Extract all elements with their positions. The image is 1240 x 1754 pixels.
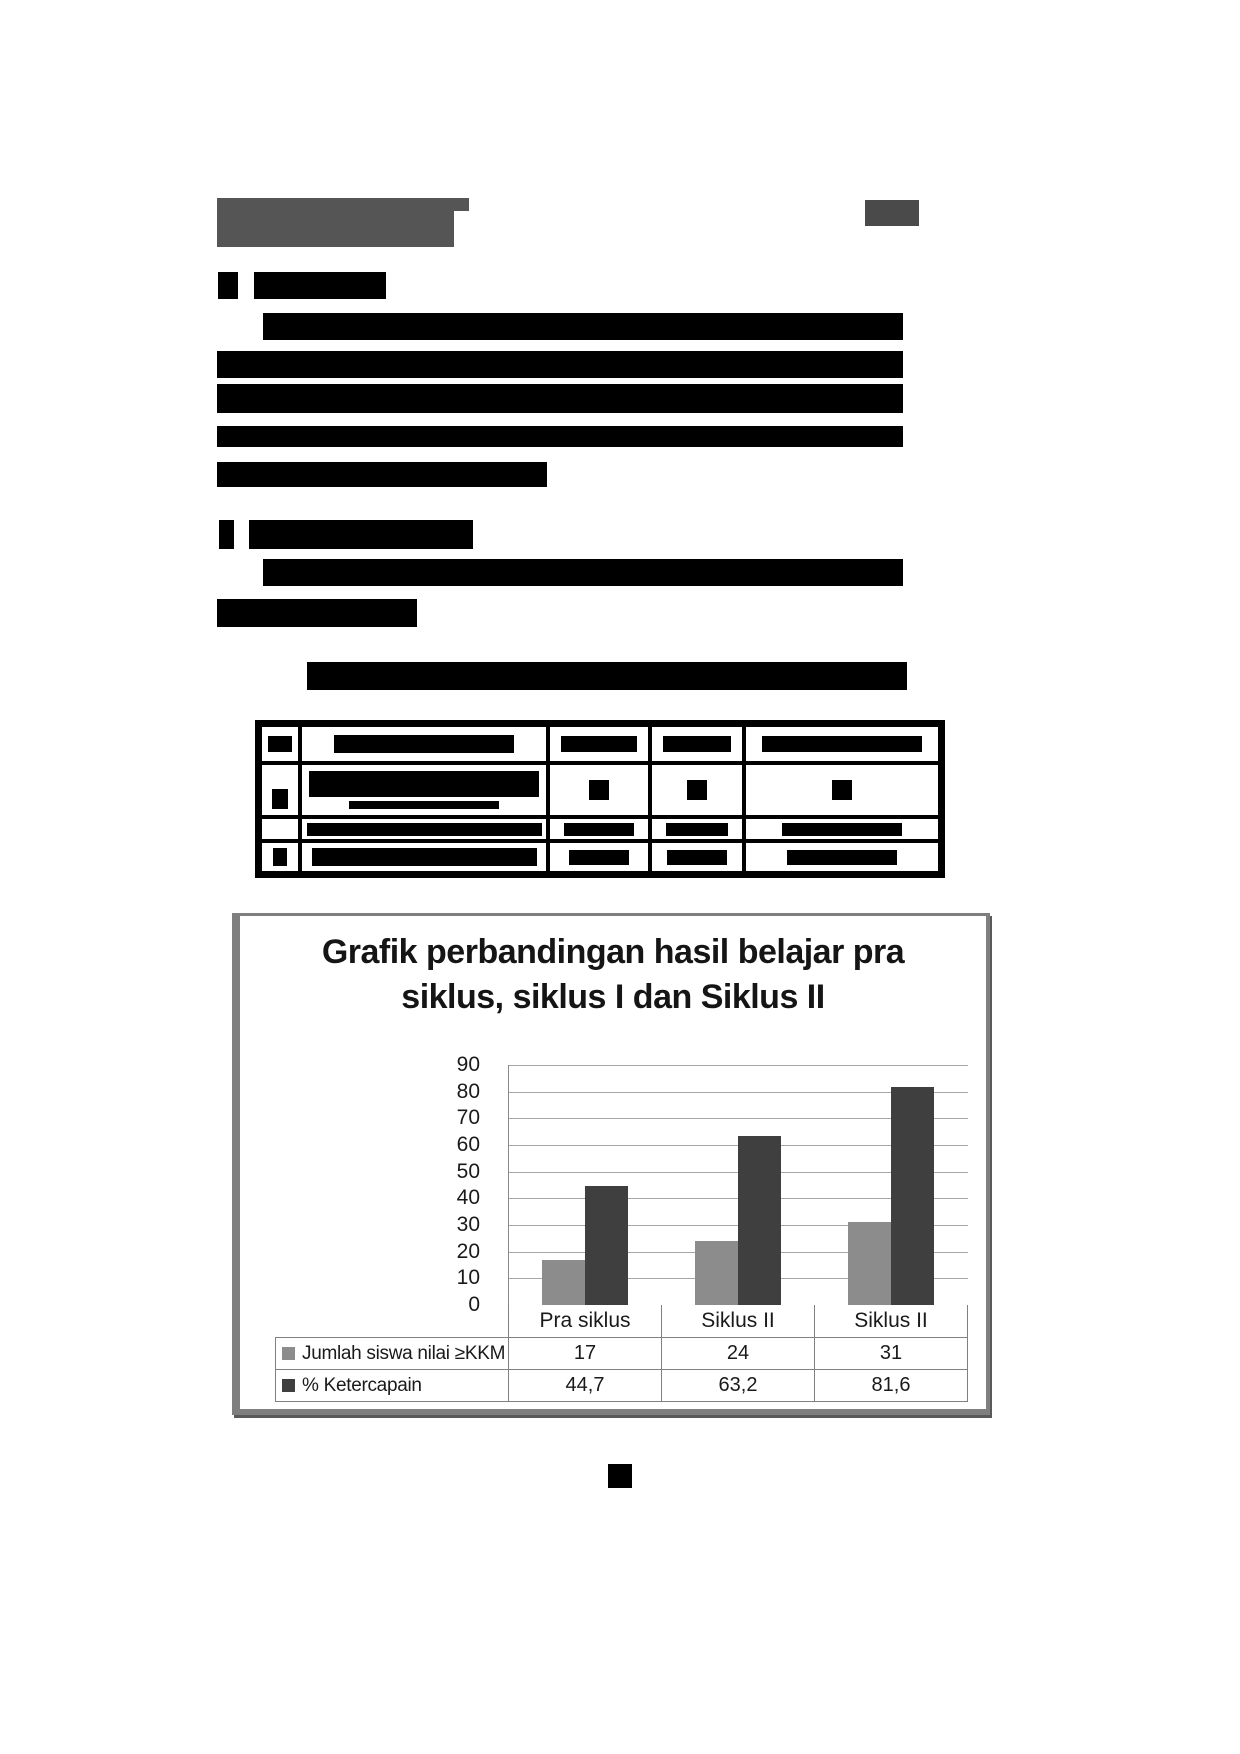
- legend-swatch-series2: [282, 1379, 295, 1392]
- table-cell-redacted: [262, 819, 298, 839]
- category-row: [276, 1305, 968, 1338]
- chart-data-table-body: [276, 1305, 968, 1402]
- value-series2-group1: 44,7: [509, 1370, 662, 1402]
- redacted-content: [569, 850, 629, 865]
- redacted-content: [273, 848, 287, 866]
- redacted-content: [564, 823, 634, 836]
- bar-series2-group3: [891, 1087, 934, 1305]
- table-cell-redacted: [550, 843, 648, 871]
- bar-series1-group3: [848, 1222, 891, 1305]
- legend-item-series1: Jumlah siswa nilai ≥KKM: [276, 1338, 509, 1370]
- chart-title-line1: Grafik perbandingan hasil belajar pra: [321, 933, 905, 971]
- table-cell-redacted: [746, 819, 938, 839]
- value-series2-group2: 63,2: [662, 1370, 815, 1402]
- y-tick-label-40: 40: [456, 1186, 480, 1209]
- chart-title: [240, 930, 986, 1020]
- redacted-content: [667, 850, 727, 865]
- series-row-1: [276, 1338, 968, 1370]
- bar-series1-group2: [695, 1241, 738, 1305]
- legend-swatch-series1: [282, 1347, 295, 1360]
- redacted-content: [589, 780, 609, 800]
- redacted-content: [349, 801, 499, 809]
- redacted-content: [666, 823, 728, 836]
- redacted-heading2-marker: [219, 520, 234, 549]
- category-label-2: Siklus II: [662, 1305, 815, 1338]
- y-tick-label-50: 50: [456, 1160, 480, 1183]
- redacted-content: [268, 736, 292, 752]
- table-cell-redacted: [262, 765, 298, 815]
- value-series1-group2: 24: [662, 1338, 815, 1370]
- redacted-content: [663, 736, 731, 752]
- category-label-3: Siklus II: [815, 1305, 968, 1338]
- chart-data-table: [275, 1305, 968, 1402]
- y-tick-label-10: 10: [456, 1266, 480, 1289]
- chart: [232, 913, 990, 1415]
- y-tick-label-90: 90: [456, 1053, 480, 1076]
- redacted-content: [787, 850, 897, 865]
- table-cell-redacted: [652, 819, 742, 839]
- table-cell-redacted: [746, 765, 938, 815]
- value-series2-group3: 81,6: [815, 1370, 968, 1402]
- bar-series2-group2: [738, 1136, 781, 1305]
- value-series1-group1: 17: [509, 1338, 662, 1370]
- gridline-90: [509, 1065, 968, 1066]
- redacted-paragraph2-line2: [217, 599, 417, 627]
- table-cell-redacted: [652, 727, 742, 761]
- redacted-paragraph2-line1: [263, 559, 903, 586]
- table-cell-redacted: [302, 727, 546, 761]
- redacted-content: [334, 735, 514, 753]
- redacted-content: [312, 848, 537, 866]
- redacted-paragraph1-line5: [217, 462, 547, 487]
- redacted-content: [762, 736, 922, 752]
- redacted-content: [687, 780, 707, 800]
- y-tick-label-70: 70: [456, 1106, 480, 1129]
- redacted-paragraph1-line4: [217, 426, 903, 447]
- table-cell-redacted: [746, 727, 938, 761]
- redacted-content: [307, 823, 542, 836]
- table-cell-redacted: [302, 843, 546, 871]
- redacted-heading1-marker: [218, 272, 238, 299]
- y-tick-label-20: 20: [456, 1240, 480, 1263]
- redacted-paragraph1-line1: [263, 313, 903, 340]
- table-cell-redacted: [262, 843, 298, 871]
- redacted-content: [561, 736, 637, 752]
- table-cell-redacted: [302, 765, 546, 815]
- redacted-heading1-text: [254, 272, 386, 299]
- chart-title-line2: siklus, siklus I dan Siklus II: [401, 977, 825, 1016]
- table-cell-redacted: [262, 727, 298, 761]
- redacted-table-caption: [307, 662, 907, 690]
- redacted-paragraph1-line3: [217, 384, 903, 413]
- table-cell-redacted: [550, 765, 648, 815]
- y-tick-label-30: 30: [456, 1213, 480, 1236]
- redacted-header-page-number: [865, 200, 919, 226]
- redacted-header-line-1: [217, 198, 469, 211]
- redacted-data-table: [255, 720, 945, 878]
- redacted-header-line-2: [217, 211, 454, 247]
- plot-area: [508, 1065, 968, 1307]
- redacted-content: [782, 823, 902, 836]
- table-cell-redacted: [302, 819, 546, 839]
- table-cell-redacted: [550, 727, 648, 761]
- bar-series1-group1: [542, 1260, 585, 1305]
- table-cell-redacted: [746, 843, 938, 871]
- redacted-content: [832, 780, 852, 800]
- legend-placeholder-cell: [276, 1305, 509, 1338]
- redacted-paragraph1-line2: [217, 351, 903, 378]
- table-cell-redacted: [652, 765, 742, 815]
- y-tick-label-0: 0: [468, 1293, 480, 1316]
- y-tick-label-80: 80: [456, 1080, 480, 1103]
- table-cell-redacted: [652, 843, 742, 871]
- redacted-content: [272, 789, 288, 809]
- series-row-2: [276, 1370, 968, 1402]
- table-cell-redacted: [550, 819, 648, 839]
- category-label-1: Pra siklus: [509, 1305, 662, 1338]
- y-axis-labels: [370, 1053, 490, 1316]
- redacted-page-number: [608, 1464, 632, 1488]
- bar-series2-group1: [585, 1186, 628, 1305]
- redacted-content: [309, 771, 539, 797]
- redacted-heading2-text: [249, 520, 473, 549]
- legend-item-series2: % Ketercapain: [276, 1370, 509, 1402]
- value-series1-group3: 31: [815, 1338, 968, 1370]
- y-tick-label-60: 60: [456, 1133, 480, 1156]
